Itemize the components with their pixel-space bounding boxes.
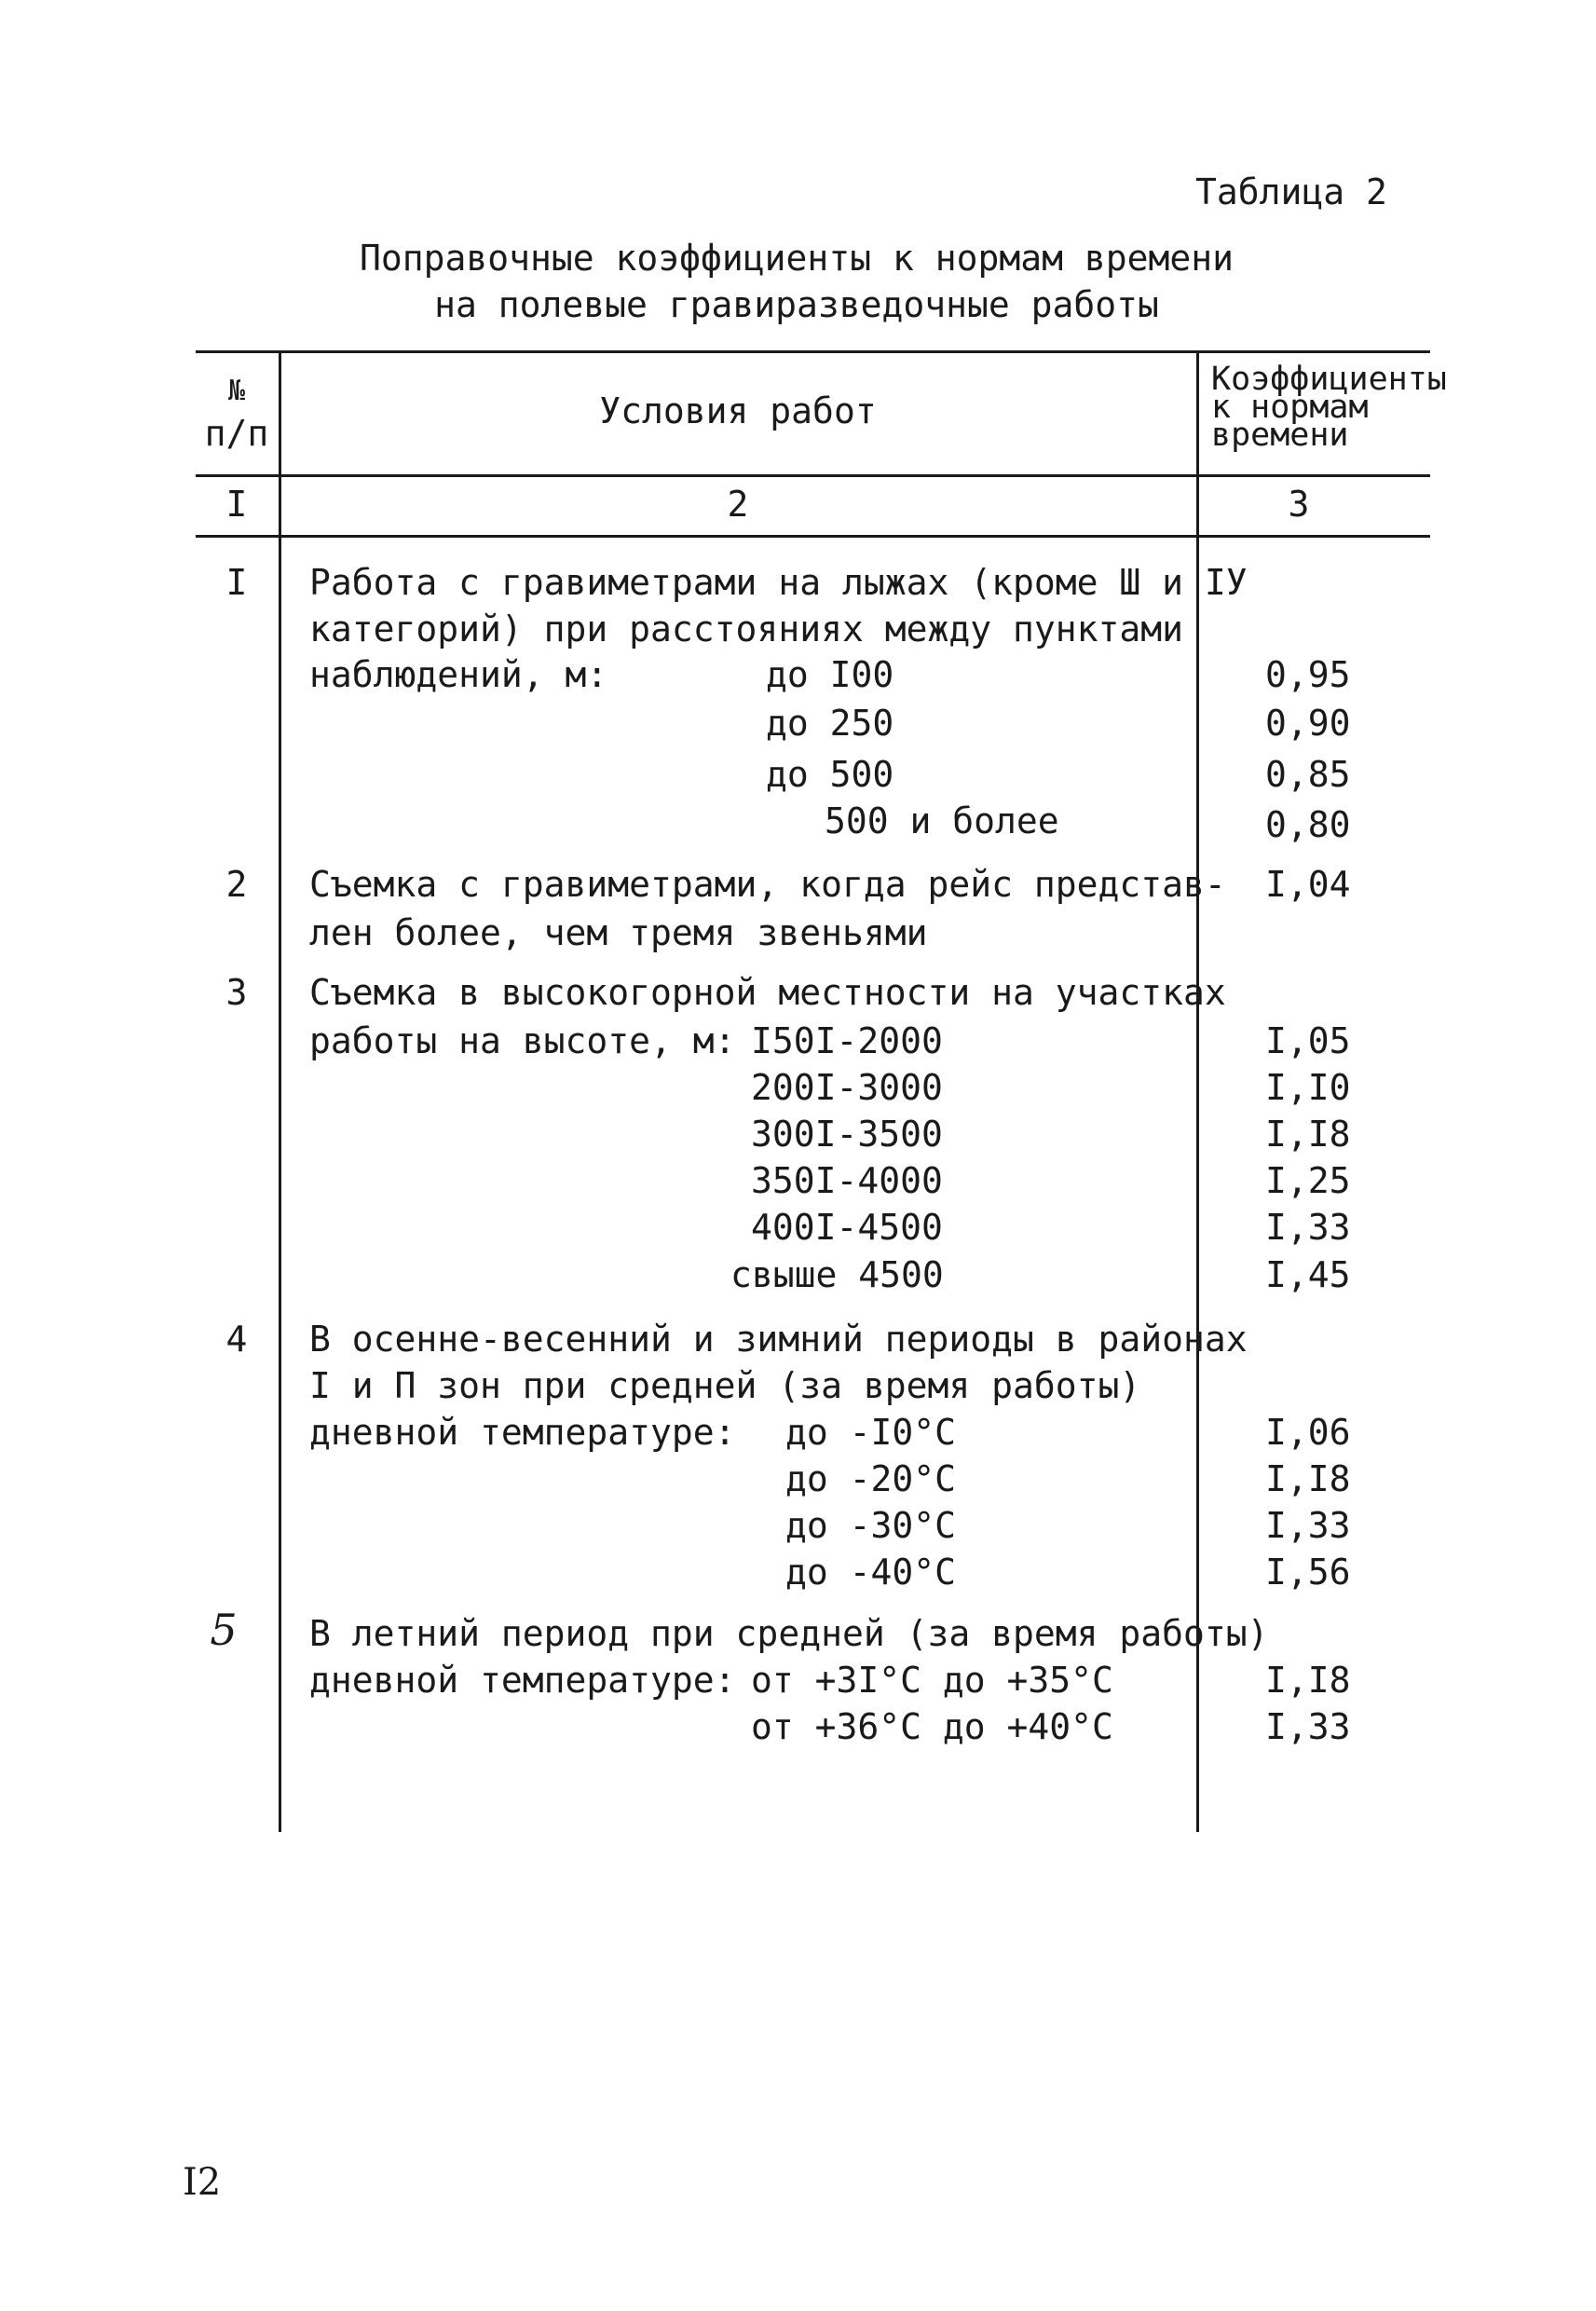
- row-5-text-line-2: дневной температуре:: [309, 1660, 736, 1701]
- table-label: Таблица 2: [1195, 171, 1387, 212]
- column-number-3: 3: [1288, 484, 1310, 525]
- row-2-coefficient: I,04: [1265, 864, 1351, 905]
- row-3-value-label: 200I-3000: [751, 1067, 943, 1108]
- row-3-coefficient: I,I0: [1265, 1067, 1351, 1108]
- row-4-coefficient: I,56: [1265, 1552, 1351, 1593]
- row-1-text-line-3: наблюдений, м:: [309, 654, 608, 695]
- row-3-value-label: 350I-4000: [751, 1160, 943, 1201]
- row-3-coefficient: I,25: [1265, 1160, 1351, 1201]
- row-4-text-line-1: В осенне-весенний и зимний периоды в районах: [309, 1319, 1248, 1360]
- row-3-value-label: свыше 4500: [730, 1254, 944, 1295]
- row-5-value-label: от +3I°С до +35°С: [751, 1660, 1113, 1701]
- row-3-value-label: 300I-3500: [751, 1114, 943, 1155]
- table-top-rule: [196, 350, 1430, 353]
- row-4-text-line-3: дневной температуре:: [309, 1412, 736, 1453]
- row-4-coefficient: I,06: [1265, 1412, 1351, 1453]
- row-4-value-label: до -20°С: [785, 1458, 957, 1499]
- row-1-value-label: до I00: [766, 654, 894, 695]
- row-4-value-label: до -40°С: [785, 1552, 957, 1593]
- row-3-text-line-1: Съемка в высокогорной местности на участках: [309, 972, 1226, 1013]
- row-3-coefficient: I,45: [1265, 1254, 1351, 1295]
- table-title-line-2: на полевые гравиразведочные работы: [434, 284, 1159, 325]
- row-5-value-label: от +36°С до +40°С: [751, 1706, 1113, 1747]
- header-number-symbol: №: [227, 375, 246, 407]
- row-4-coefficient: I,33: [1265, 1505, 1351, 1546]
- row-4-text-line-2: I и П зон при средней (за время работы): [309, 1365, 1141, 1406]
- row-1-coefficient: 0,85: [1265, 754, 1351, 795]
- row-number-3: 3: [225, 972, 248, 1013]
- row-1-text-line-2: категорий) при расстояниях между пунктами: [309, 609, 1183, 650]
- row-3-coefficient: I,05: [1265, 1020, 1351, 1061]
- row-5-coefficient: I,I8: [1265, 1660, 1351, 1701]
- column-number-2: 2: [727, 484, 749, 525]
- row-1-text-line-1: Работа с гравиметрами на лыжах (кроме Ш и IУ: [309, 562, 1248, 603]
- row-3-value-label: I50I-2000: [751, 1020, 943, 1061]
- header-conditions: Условия работ: [599, 390, 877, 431]
- row-1-coefficient: 0,95: [1265, 654, 1351, 695]
- header-coefficient-line-1: Коэффициенты: [1211, 361, 1447, 398]
- row-3-value-label: 400I-4500: [751, 1207, 943, 1248]
- row-2-text-line-2: лен более, чем тремя звеньями: [309, 912, 928, 953]
- row-1-value-label: 500 и более: [825, 800, 1059, 841]
- row-2-text-line-1: Съемка с гравиметрами, когда рейс представ-: [309, 864, 1226, 905]
- row-5-coefficient: I,33: [1265, 1706, 1351, 1747]
- table-title-line-1: Поправочные коэффициенты к нормам времени: [360, 238, 1234, 279]
- row-3-text-line-2: работы на высоте, м:: [309, 1020, 736, 1061]
- row-number-4: 4: [225, 1319, 248, 1360]
- row-3-coefficient: I,33: [1265, 1207, 1351, 1248]
- column-number-rule: [196, 535, 1430, 538]
- row-4-value-label: до -I0°С: [785, 1412, 957, 1453]
- header-coefficient-line-2: к нормам: [1211, 389, 1369, 426]
- row-3-coefficient: I,I8: [1265, 1114, 1351, 1155]
- row-1-coefficient: 0,90: [1265, 703, 1351, 744]
- header-coefficient-line-3: времени: [1211, 417, 1349, 454]
- row-number-5-handwritten: 5: [210, 1605, 238, 1655]
- row-4-coefficient: I,I8: [1265, 1458, 1351, 1499]
- row-4-value-label: до -30°С: [785, 1505, 957, 1546]
- header-number-pp: п/п: [204, 413, 269, 454]
- column-number-1: I: [225, 484, 248, 525]
- row-1-coefficient: 0,80: [1265, 804, 1351, 845]
- row-1-value-label: до 250: [766, 703, 894, 744]
- row-number-2: 2: [225, 864, 248, 905]
- row-1-value-label: до 500: [766, 754, 894, 795]
- column-divider-1: [279, 350, 281, 1832]
- row-number-1: I: [225, 562, 248, 603]
- row-5-text-line-1: В летний период при средней (за время работы): [309, 1613, 1269, 1654]
- header-bottom-rule: [196, 474, 1430, 477]
- page-number: I2: [183, 2161, 222, 2204]
